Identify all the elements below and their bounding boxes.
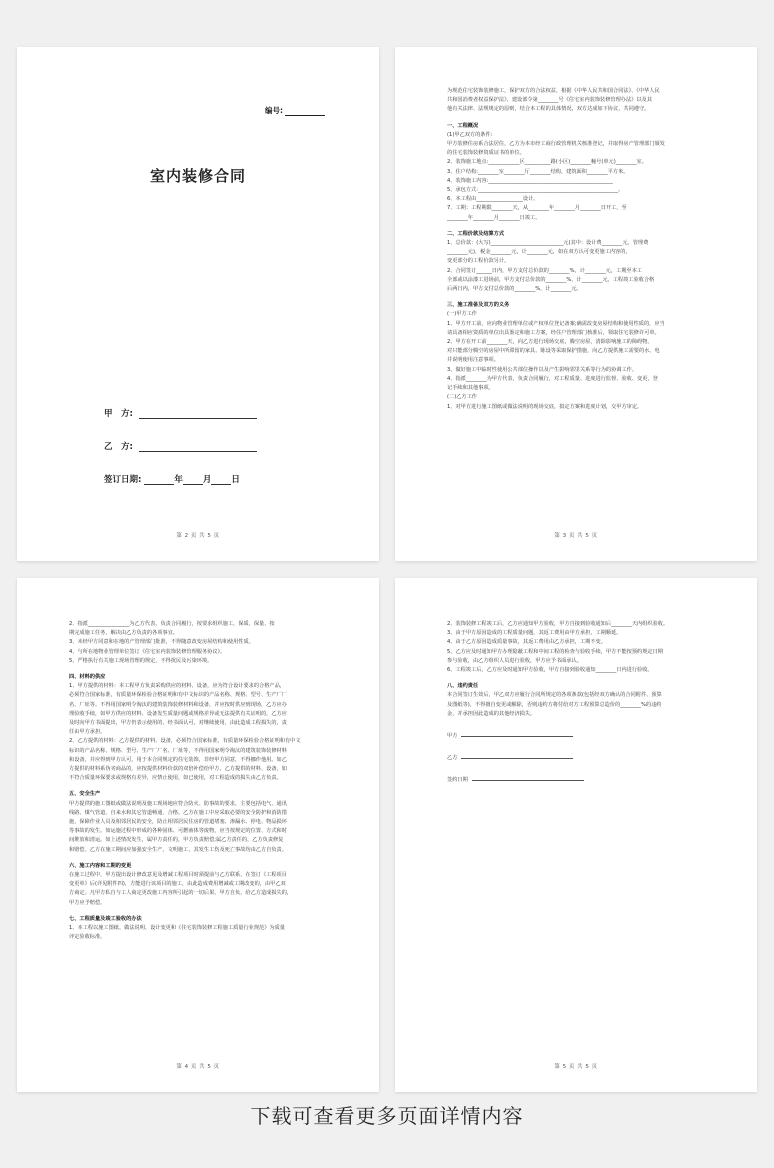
- paragraph-line: 及图纸等)，不得擅自变更或解除，否则违约方将付给对方工程预算总造价的________%的违约: [447, 701, 662, 708]
- paragraph-line: 及时向甲方书面提出，甲方仍表示使用的，经书面认可，对继续使用，由此造成工程损失的，责: [69, 720, 287, 727]
- paragraph-line: 在施工过程中，甲方提出设计修改意见及增减工程项目时须提前与乙方联系，在签订《工程项目: [69, 872, 287, 879]
- party-a-label: 甲 方:: [104, 409, 133, 419]
- paragraph-line: 4、指派________为甲方代表，负责合同履行，对工程质量、进度进行监督、验收、变更，登: [447, 375, 658, 382]
- paragraph-line: 4、装饰施工内容:________________________________________________: [447, 177, 613, 184]
- paragraph-line: 4、与所在地物业管理单位签订《住宅室内装饰装修管理服务协议》。: [69, 648, 226, 655]
- paragraph-line: 2、装饰施工地点:____________区__________路(小区)________幢号(单元)________室。: [447, 159, 647, 166]
- paragraph-line: ________元)，税金________元，计________元，如在双方认可变更施工内容的，: [447, 249, 631, 256]
- section-heading: 八、违约责任: [447, 683, 479, 690]
- page-footer: 第 3 页 共 5 页: [554, 533, 598, 539]
- section-heading: 五、安全生产: [69, 791, 101, 798]
- month-label: 月: [202, 475, 212, 485]
- paragraph-line: 并说明使用注意事项。: [447, 357, 499, 364]
- paragraph-line: 变更部分的工程价款另计。: [447, 258, 510, 265]
- paragraph-line: 1、甲方提供的材料：本工程甲方负责采购供应的材料、设备，应为符合设计要求的合格产品，: [69, 683, 285, 690]
- paragraph-line: 1、对甲方进行施工图纸或做法说明的现场交底，拟定方案和进度计划，交甲方审定。: [447, 403, 643, 410]
- day-line: [211, 476, 231, 485]
- section-heading: 七、工程质量及竣工验收的办法: [69, 915, 142, 922]
- paragraph-line: 1、总价款：(大写)____________________________元(其中：设计费________元，管理费: [447, 240, 649, 247]
- paragraph-line: 3、做好施工中临时性使用公共部位操作以及产生影响邻里关系等行为的协调工作。: [447, 366, 638, 373]
- contract-title: 室内装修合同: [149, 167, 246, 185]
- page-3-content: [447, 87, 707, 412]
- paragraph-line: 他有关法律、法规规定的原则，结合本工程的具体情况，双方达成如下协议，共同遵守。: [447, 106, 650, 113]
- year-line: [144, 476, 174, 485]
- paragraph-line: 甲方提供的施工图纸或做法说明及施工现场地应符合防火、防事故的要求，主要包括电气、通讯: [69, 800, 287, 807]
- signature-party-b-label: 乙方: [447, 755, 458, 762]
- paragraph-line: (1)甲乙双方的条件:: [447, 131, 493, 138]
- signature-party-a: [447, 731, 707, 741]
- section-heading: 二、工程价款及结算方式: [447, 230, 505, 237]
- page-5-paragraphs: [447, 620, 707, 719]
- page-footer: 第 2 页 共 5 页: [176, 533, 220, 539]
- paragraph-line: 5、乙方应及时通知甲方办理隐蔽工程和中间工程的检查与验收手续，甲方不能按预约规定日期: [447, 648, 663, 655]
- section-heading: 六、施工内容和工期的变更: [69, 862, 132, 869]
- year-label: 年: [174, 475, 183, 485]
- paragraph-line: 4、由于乙方原因造成质量事故，其返工费用由乙方承担，工期不变。: [447, 639, 606, 646]
- paragraph-line: 后两日内，甲方支付总价款的________%，计________元。: [447, 286, 582, 293]
- paragraph-line: 2、乙方提供的材料：乙方提供的材料、设备，必须符合国家标准，有质量环保检验合格证明和有中文: [69, 738, 301, 745]
- signature-date: [447, 775, 707, 785]
- signature-party-a-label: 甲方: [447, 733, 458, 740]
- paragraph-line: 7、工期：工程期限________天，从________年________月________日开工，至: [447, 205, 627, 212]
- party-a-field: [104, 407, 257, 419]
- paragraph-line: 参与验收，由乙方组织人员进行验收，甲方应予书面承认。: [447, 657, 582, 664]
- paragraph-line: 2、装饰装修工程竣工后，乙方应通知甲方验收，甲方自接到验收通知后________天内组织验收。: [447, 621, 669, 627]
- contract-number-label: 编号:: [265, 106, 283, 115]
- contract-number: [265, 105, 325, 116]
- paragraph-line: (一)甲方工作: [447, 311, 477, 318]
- paragraph-line: 任由甲方承担。: [69, 729, 106, 736]
- contract-page-3: [395, 47, 757, 561]
- paragraph-line: 共和国消费者权益保护法》、建设部令第________号《住宅室内装饰装修管理办法》以及其: [447, 97, 652, 104]
- party-b-field: [104, 440, 257, 452]
- paragraph-line: 1、本工程以施工图纸、做法说明、设计变更和《住宅装饰装修工程施工质量行业规范》为质量: [69, 925, 285, 932]
- paragraph-line: 请具备相应资质的单位出具鉴定和施工方案，经住户管理部门核准后，领取住宅装修许可单。: [447, 329, 660, 336]
- day-label: 日: [231, 475, 240, 485]
- paragraph-line: 甲方装修住房系合法居住，乙方为本市经工商行政管理机关核准登记，并取得房产管理部门颁发: [447, 141, 665, 148]
- paragraph-line: (二)乙方工作: [447, 394, 477, 401]
- paragraph-line: 6、本工程由__________________设计。: [447, 196, 539, 203]
- paragraph-line: 2、指派________________为乙方代表，负责合同履行，按要求组织施工，保质、保量、按: [69, 621, 275, 627]
- signing-date-field: [104, 473, 240, 485]
- paragraph-line: 3、未经甲方同意和在地的产管理部门批准，不得随意改变房屋结构和使用性质。: [69, 639, 254, 646]
- month-line: [183, 476, 203, 485]
- paragraph-line: 的住宅装饰装修资质证书的单位。: [447, 150, 525, 157]
- paragraph-line: ________年________月________日竣工。: [447, 214, 541, 221]
- page-footer: 第 4 页 共 5 页: [176, 1064, 220, 1070]
- contract-page-5: [395, 578, 757, 1092]
- signature-line: [461, 753, 573, 759]
- signature-line: [461, 731, 573, 737]
- paragraph-line: 和赔偿。乙方在施工期间应加强安全生产，文明施工，其发生工伤及死亡事故均由乙方自负责。: [69, 846, 287, 853]
- paragraph-line: 必须符合国家标准，有质量环保检验合格证明和有中文标识的产品名称、规格、型号、生产厂厂: [69, 692, 287, 699]
- paragraph-line: 5、承包方式:______________________________________________________。: [447, 187, 624, 194]
- paragraph-line: 为规范住宅装饰装修施工，保护双方的合法权益，根据《中华人民共和国合同法》、《中华人民: [447, 88, 660, 94]
- paragraph-line: 方商定。凡甲方私自与工人商定更改施工内容所引起的一切后果，甲方自负，给乙方造成损失的，: [69, 890, 293, 897]
- download-more-banner[interactable]: 下载可查看更多页面详情内容: [250, 1104, 524, 1128]
- party-b-line: [139, 443, 257, 452]
- paragraph-line: 3、由于甲方原因造成的工程质量问题，其返工费用由甲方承担，工期顺延。: [447, 630, 622, 637]
- paragraph-line: 不符合质量环保要求或规格有差异，应禁止使用，如已使用，对工程造成的损失由乙方负责。: [69, 775, 282, 782]
- paragraph-line: 6、工程竣工后，乙方应及时通知甲方验收，甲方自接到验收通知________日内进行验收。: [447, 667, 653, 674]
- paragraph-line: 施，保障作业人员及相邻居民的安全，防止相邻居民住房的管道堵塞、渗漏水、停电、物品损坏: [69, 819, 287, 826]
- paragraph-line: 金，并承担因此造成的其他经济损失。: [447, 710, 536, 717]
- paragraph-line: 理验收手续，如甲方供应的材料、设备发生质量问题或规格差异或无法提供有关证明的，乙方应: [69, 710, 287, 717]
- section-heading: 四、材料的供应: [69, 674, 106, 681]
- paragraph-line: 2、甲方在开工前________天，向乙方进行现场交底，腾空房屋，清除影响施工的障碍物。: [447, 339, 653, 346]
- party-a-line: [139, 410, 257, 419]
- paragraph-line: 全部或以涂漆工进场前，甲方支付总价款的________%，计________元，工程竣工验收合格: [447, 276, 655, 283]
- paragraph-line: 甲方应予赔偿。: [69, 899, 106, 906]
- section-heading: 三、施工准备及双方的义务: [447, 302, 510, 309]
- paragraph-line: 期完成施工任务，解决由乙方负责的各项事宜。: [69, 630, 178, 637]
- paragraph-line: 等事故的发生。如运施过程中形成的各种固体、可燃液体等废物，应当按规定的位置、方式和时: [69, 828, 287, 835]
- paragraph-line: 记手续和其他事项。: [447, 385, 494, 392]
- paragraph-line: 本合同签订生效后，甲乙双方应履行合同所规定的各项条款(包括经双方确认的合同附件、预算: [447, 692, 662, 699]
- page-5-content: [447, 620, 707, 786]
- paragraph-line: 间堆放和清运。如上述情况发生，属甲方责任的，甲方负责赔偿;属乙方责任的，乙方负责修复: [69, 837, 284, 844]
- paragraph-line: 方提供的材料系伪劣商品的，应按提供材料价款的双倍补偿给甲方，乙方提供的材料、设备，如: [69, 766, 287, 773]
- paragraph-line: 标识的产品名称、规格、型号、生产厂厂名、厂址等，不得用国家明令淘汰的建筑装饰装修材料: [69, 747, 287, 754]
- paragraph-line: 对只能部分腾空的房屋中所滞留的家具、陈设等采取保护措施，向乙方提供施工需要的水、电: [447, 348, 660, 355]
- paragraph-line: 5、严格执行有关施工现场管理的规定，不得扰民及污染环境。: [69, 657, 213, 664]
- paragraph-line: 1、甲方开工前，应向物业管理单位或产权单位登记备案;确需改变房屋结构和使用性质的，应当: [447, 320, 665, 327]
- paragraph-line: 3、住户结构:________室________厅________结构，建筑面积________平方米。: [447, 168, 629, 175]
- paragraph-line: 变更单》后(详见附件四)，方能进行该项目的施工，由此造成费用增减或工期改变的，由甲乙双: [69, 881, 286, 888]
- party-b-label: 乙 方:: [104, 442, 133, 452]
- signing-date-label: 签订日期:: [104, 475, 142, 485]
- signature-party-b: [447, 753, 707, 763]
- signature-line: [472, 775, 584, 781]
- page-footer: 第 5 页 共 5 页: [554, 1064, 598, 1070]
- contract-page-4: [17, 578, 379, 1092]
- contract-number-line: [285, 108, 325, 116]
- paragraph-line: 名、厂址等。不得用国家明令淘汰的建筑装饰装修材料和设备，并应按时供应到现场，乙方应办: [69, 701, 287, 708]
- paragraph-line: 2、合同签订______日内，甲方支付总价款的________%，计________元，工期至本工: [447, 267, 642, 274]
- contract-cover-page: [17, 47, 379, 561]
- page-4-content: [69, 620, 329, 943]
- paragraph-line: 线路、煤气管道、自来水和其它管道畅通、合格。乙方在施工中应采取必要的安全防护和消防措: [69, 809, 287, 816]
- paragraph-line: 和设备，并应得到甲方认可，用于本合同规定的住宅装饰，非经甲方同意，不得挪作他用。如乙: [69, 756, 287, 763]
- paragraph-line: 评定验收标准。: [69, 934, 106, 941]
- section-heading: 一、工程概况: [447, 122, 479, 129]
- signature-date-label: 签约日期: [447, 777, 468, 784]
